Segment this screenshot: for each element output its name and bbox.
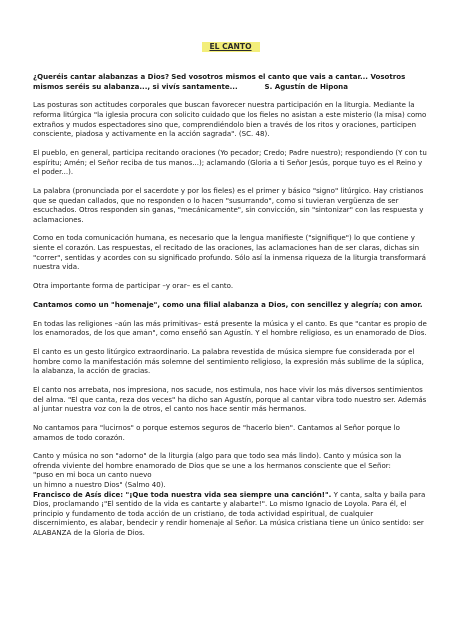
paragraph: Otra importante forma de participar –y orar– es el canto. [33,281,234,291]
psalm-line-1: "puso en mi boca un canto nuevo [33,470,152,480]
intro-question: ¿Queréis cantar alabanzas a Dios? [33,72,170,81]
francisco-text: Y canta, salta y baila para Dios, proclamando ¡"El sentido de la vida es cantarte y alabarte!". Lo mismo Ignacio de Loyola. Para él, el principio y fundamento de toda acción de un cristiano, de toda actividad espiritual, de cualquier discernimiento, es alabar, bendecir y rendir homenaje al Señor. La música cristiana tiene un único sentido: ser ALABANZA de la Gloria de Dios. [33,489,426,538]
closing-text: Canto y música no son "adorno" de la liturgia (algo para que todo sea más lindo). Canto y música son la ofrenda viviente del hombre enamorado de Dios que se une a los hermanos consciente que el Señor: [33,451,402,470]
paragraph: El canto nos arrebata, nos impresiona, nos sacude, nos estimula, nos hace vivir los más diversos sentimientos del alma. "El que canta, reza dos veces" ha dicho san Agustín, porque al cantar vibra todo nuestro ser. Además al juntar nuestra voz con la de otros, el canto nos hace sentir más hermanos. [33,384,427,414]
closing-paragraph [33,451,428,537]
bold-statement: Cantamos como un "homenaje", como una filial alabanza a Dios, con sencillez y alegría; con amor. [33,299,423,309]
paragraph: El pueblo, en general, participa recitando oraciones (Yo pecador; Credo; Padre nuestro); respondiendo (Y con tu espíritu; Amén; el Señor reciba de tus manos...); aclamando (Gloria a ti Señor Jesús, porque tuyo es el Reino y el poder...). [33,147,427,177]
psalm-line-2: un himno a nuestro Dios" (Salmo 40). [33,480,166,490]
francisco-quote: Francisco de Asís dice: "¡Que toda nuestra vida sea siempre una canción!". [33,489,332,499]
intro-answer: Sed vosotros mismos el canto que vais a cantar... Vosotros mismos seréis su alabanza..., si vivís santamente... [33,72,406,91]
paragraph: No cantamos para "lucirnos" o porque estemos seguros de "hacerlo bien". Cantamos al Señor porque lo amamos de todo corazón. [33,422,400,442]
paragraph: Como en toda comunicación humana, es necesario que la lengua manifieste ("signifique") lo que contiene y siente el corazón. Las respuestas, el recitado de las oraciones, las aclamaciones han de ser claras, dichas sin "correr", sentidas y acordes con su significado profundo. Sólo así la inmensa riqueza de la liturgia transformará nuestra vida. [33,233,426,272]
document-title: EL CANTO [202,42,260,52]
paragraph: La palabra (pronunciada por el sacerdote y por los fieles) es el primer y básico "signo" litúrgico. Hay cristianos que se quedan callados, que no responden o lo hacen "susurrando", como si tuvieran vergüenza de ser escuchados. Otros responden sin ganas, "mecánicamente", sin convicción, sin "sintonizar" con las respuesta y aclamaciones. [33,185,424,224]
paragraph: Las posturas son actitudes corporales que buscan favorecer nuestra participación en la liturgia. Mediante la reforma litúrgica "la iglesia procura con solicito cuidado que los fieles no asistan a este misterio (la misa) como extraños y mudos espectadores sino que, comprendiéndolo bien a través de los ritos y oraciones, participen consciente, piadosa y activamente en la acción sagrada". (SC. 48). [33,100,427,139]
paragraph: El canto es un gesto litúrgico extraordinario. La palabra revestida de música siempre fue considerada por el hombre como la manifestación más solemne del sentimiento religioso, la expresión más sublime de la súplica, la alabanza, la acción de gracias. [33,346,424,376]
intro-author: S. Agustín de Hipona [264,81,348,91]
paragraph: En todas las religiones –aún las más primitivas– está presente la música y el canto. Es que "cantar es propio de los enamorados, de los que aman", como enseñó san Agustín. Y el hombre religioso, es un enamorado de Dios. [33,318,427,338]
intro-quote [33,72,428,91]
